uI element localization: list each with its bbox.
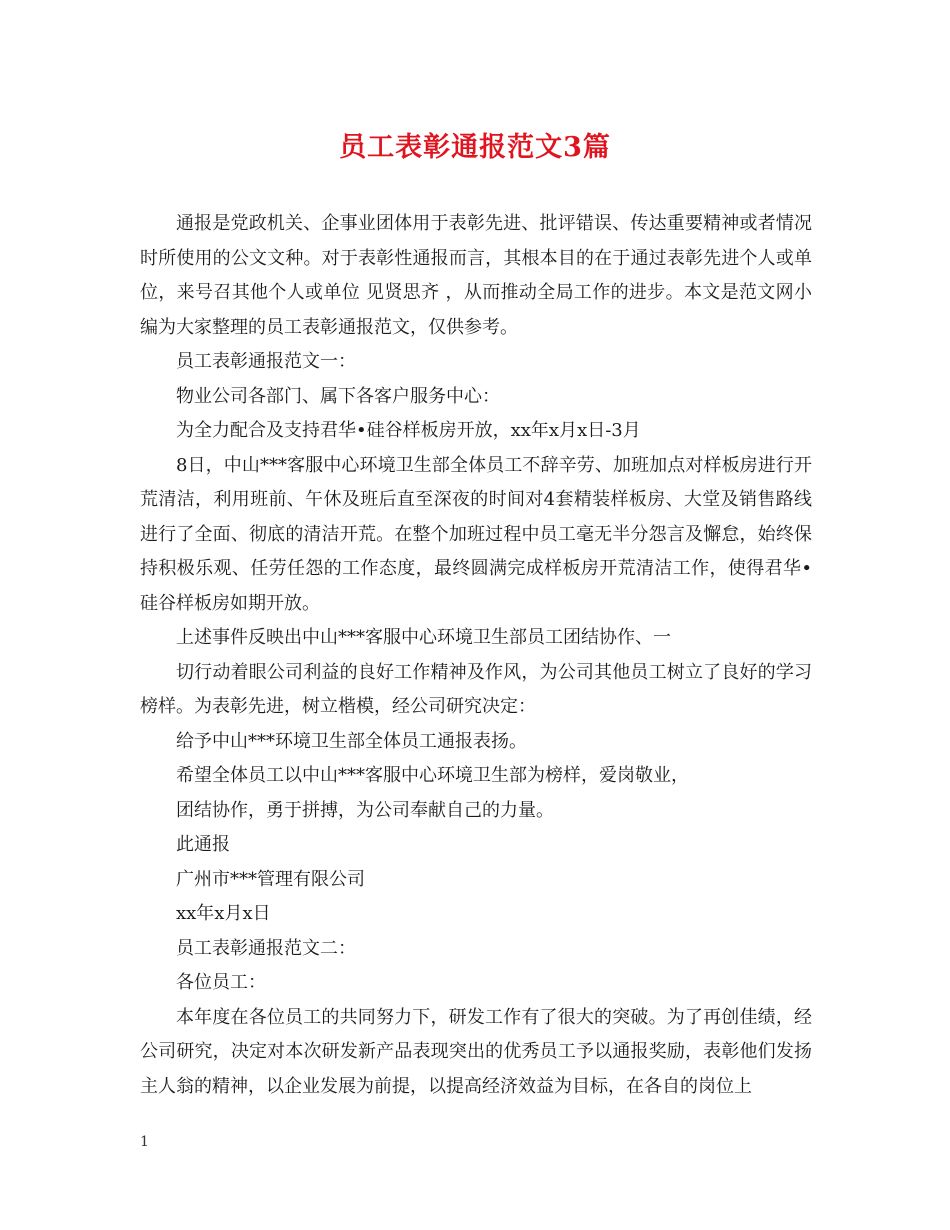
body-paragraph: 给予中山***环境卫生部全体员工通报表扬。 bbox=[176, 730, 527, 752]
body-paragraph: 为全力配合及支持君华•硅谷样板房开放，xx年x月x日-3月 bbox=[176, 420, 641, 441]
signature-company: 广州市***管理有限公司 bbox=[176, 868, 365, 890]
salutation-two: 各位员工： bbox=[176, 972, 266, 993]
page-number: 1 bbox=[140, 1134, 149, 1150]
intro-paragraph: 通报是党政机关、企事业团体用于表彰先进、批评错误、传达重要精神或者情况时所使用的公文文种。对于表彰性通报而言，其根本目的在于通过表彰先进个人或单位，来号召其他个人或单位 见贤思齐 ，从而推动全局工作的进步。本文是范文网小编为大家整理的员工表彰通报范文，仅供参考。 bbox=[140, 213, 812, 338]
body-paragraph: 8日，中山***客服中心环境卫生部全体员工不辞辛劳、加班加点对样板房进行开荒清洁，利用班前、午休及班后直至深夜的时间对4套精装样板房、大堂及销售路线进行了全面、彻底的清洁开荒。在整个加班过程中员工毫无半分怨言及懈怠，始终保持积极乐观、任劳任怨的工作态度，最终圆满完成样板房开荒清洁工作，使得君华•硅谷样板房如期开放。 bbox=[140, 454, 812, 614]
salutation-one: 物业公司各部门、属下各客户服务中心： bbox=[176, 385, 500, 407]
document-body bbox=[140, 207, 812, 1104]
section-heading-two: 员工表彰通报范文二： bbox=[176, 937, 356, 959]
body-paragraph: 切行动着眼公司利益的良好工作精神及作风，为公司其他员工树立了良好的学习榜样。为表彰先进，树立楷模，经公司研究决定： bbox=[140, 661, 812, 717]
signature-date: xx年x月x日 bbox=[176, 903, 271, 924]
body-paragraph: 上述事件反映出中山***客服中心环境卫生部员工团结协作、一 bbox=[176, 627, 671, 648]
body-paragraph: 团结协作，勇于拼搏，为公司奉献自己的力量。 bbox=[176, 799, 554, 821]
closing-line: 此通报 bbox=[176, 834, 230, 855]
section-heading-one: 员工表彰通报范文一： bbox=[176, 351, 356, 372]
body-paragraph: 希望全体员工以中山***客服中心环境卫生部为榜样，爱岗敬业， bbox=[176, 765, 689, 786]
body-paragraph: 本年度在各位员工的共同努力下，研发工作有了很大的突破。为了再创佳绩，经公司研究，决定对本次研发新产品表现突出的优秀员工予以通报奖励，表彰他们发扬主人翁的精神，以企业发展为前提，以提高经济效益为目标，在各自的岗位上 bbox=[140, 1006, 812, 1097]
document-title: 员工表彰通报范文3篇 bbox=[339, 132, 611, 163]
